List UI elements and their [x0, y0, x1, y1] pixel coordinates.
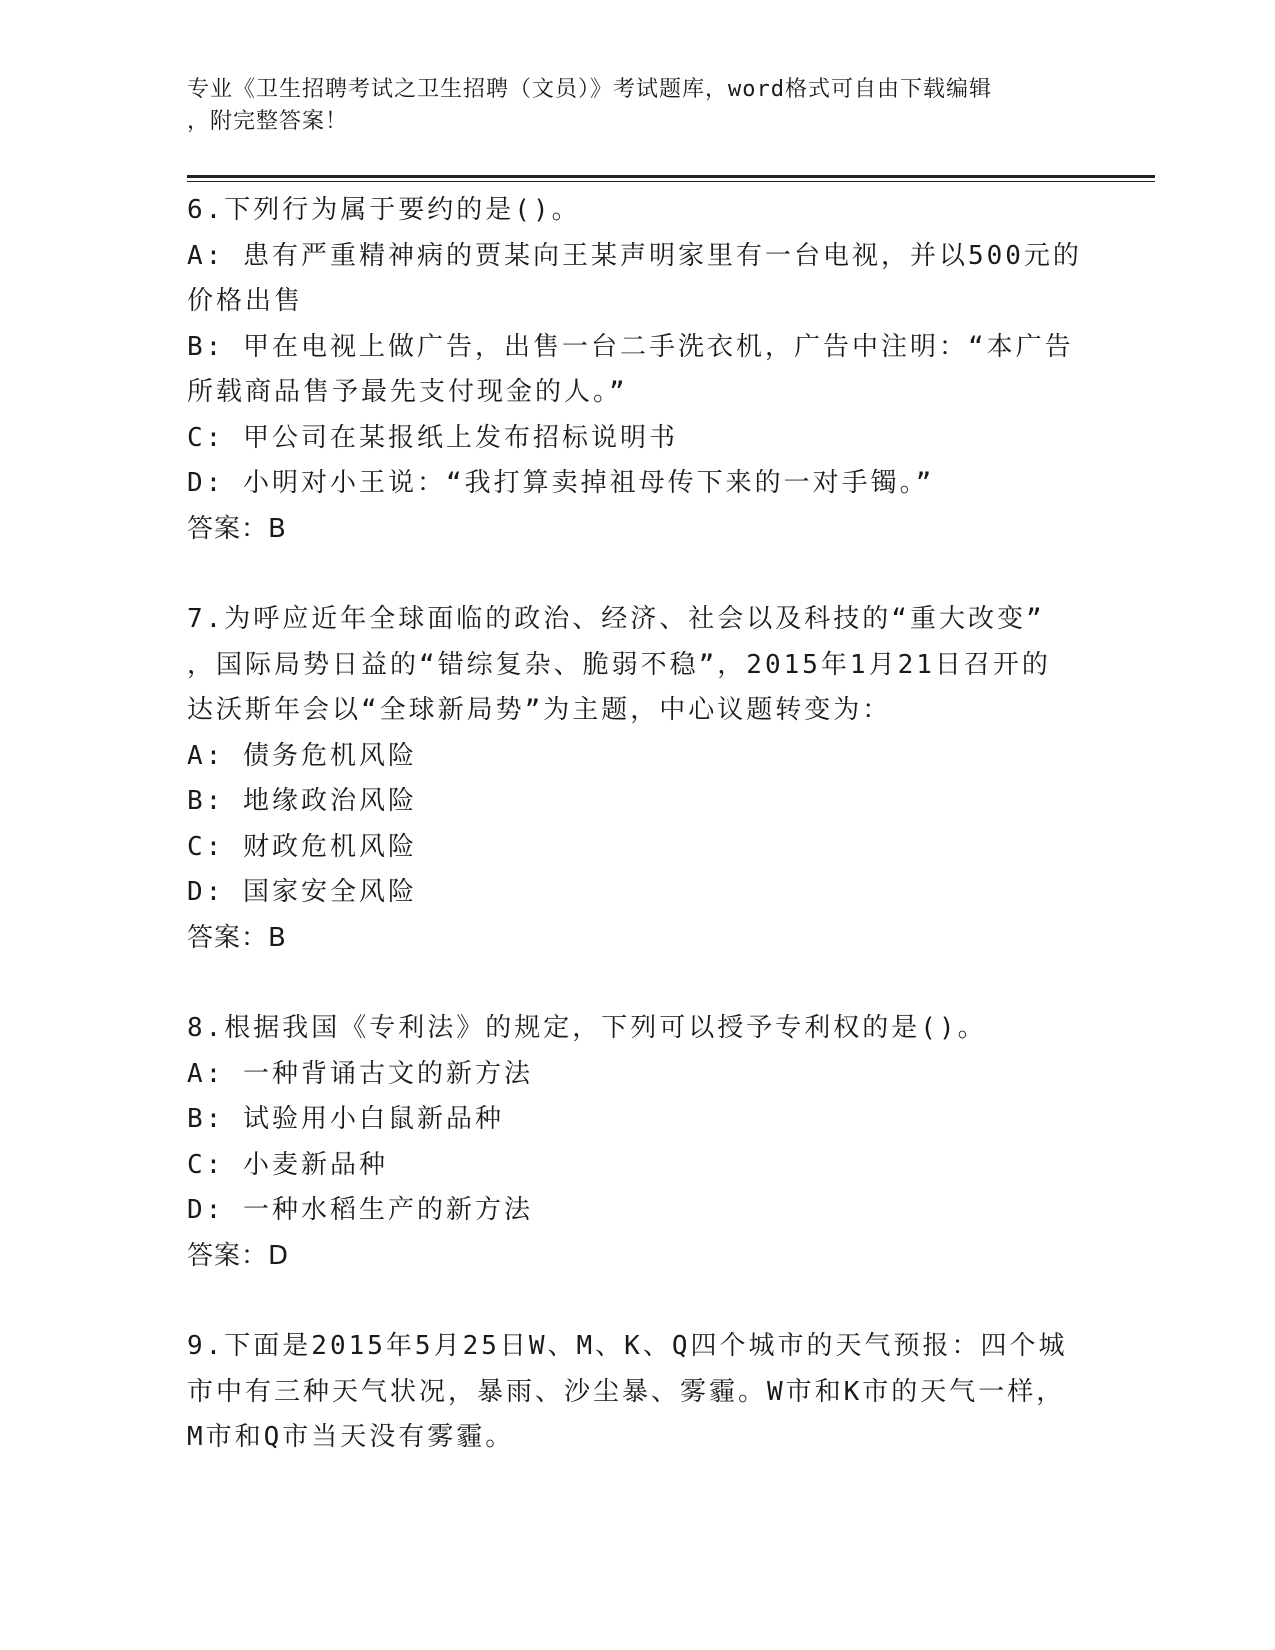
header-rule-thin — [187, 181, 1155, 182]
question-7 — [187, 597, 1087, 961]
option-a: A: 患有严重精神病的贾某向王某声明家里有一台电视，并以500元的 — [187, 240, 1082, 271]
question-spacer — [187, 552, 1087, 597]
question-spacer — [187, 961, 1087, 1006]
option-b: B: 甲在电视上做广告，出售一台二手洗衣机，广告中注明：“本广告 — [187, 331, 1074, 362]
question-stem-cont: ，国际局势日益的“错综复杂、脆弱不稳”，2015年1月21日召开的 — [187, 649, 1051, 680]
option-a: A: 一种背诵古文的新方法 — [187, 1058, 533, 1089]
question-stem: 7.为呼应近年全球面临的政治、经济、社会以及科技的“重大改变” — [187, 604, 1045, 634]
header-line-2: ，附完整答案！ — [187, 109, 349, 134]
question-stem: 8.根据我国《专利法》的规定，下列可以授予专利权的是()。 — [187, 1013, 987, 1043]
answer: 答案：D — [187, 1240, 290, 1271]
option-d: D: 一种水稻生产的新方法 — [187, 1195, 533, 1225]
question-stem: 9.下面是2015年5月25日W、M、K、Q四个城市的天气预报：四个城 — [187, 1331, 1068, 1361]
option-d: D: 国家安全风险 — [187, 877, 417, 907]
answer: 答案：B — [187, 513, 287, 544]
option-c: C: 甲公司在某报纸上发布招标说明书 — [187, 422, 678, 453]
document-header — [187, 74, 1087, 138]
question-spacer — [187, 1279, 1087, 1324]
question-stem-cont: 达沃斯年会以“全球新局势”为主题，中心议题转变为： — [187, 695, 892, 725]
header-rule-thick — [187, 175, 1155, 178]
option-a: A: 债务危机风险 — [187, 740, 417, 771]
option-b-cont: 所载商品售予最先支付现金的人。” — [187, 377, 628, 407]
option-d: D: 小明对小王说：“我打算卖掉祖母传下来的一对手镯。” — [187, 468, 935, 498]
question-8 — [187, 1006, 1087, 1279]
question-stem-cont: 市中有三种天气状况，暴雨、沙尘暴、雾霾。W市和K市的天气一样， — [187, 1376, 1066, 1407]
option-b: B: 地缘政治风险 — [187, 786, 417, 816]
question-6 — [187, 188, 1087, 552]
question-stem: 6.下列行为属于要约的是()。 — [187, 195, 581, 225]
option-c: C: 财政危机风险 — [187, 831, 417, 862]
option-b: B: 试验用小白鼠新品种 — [187, 1104, 504, 1134]
question-list — [187, 188, 1087, 1461]
header-line-1: 专业《卫生招聘考试之卫生招聘（文员）》考试题库，word格式可自由下载编辑 — [187, 77, 992, 102]
answer: 答案：B — [187, 922, 287, 953]
option-c: C: 小麦新品种 — [187, 1149, 388, 1180]
question-9 — [187, 1324, 1087, 1461]
option-a-cont: 价格出售 — [187, 286, 304, 316]
question-stem-cont: M市和Q市当天没有雾霾。 — [187, 1422, 515, 1452]
